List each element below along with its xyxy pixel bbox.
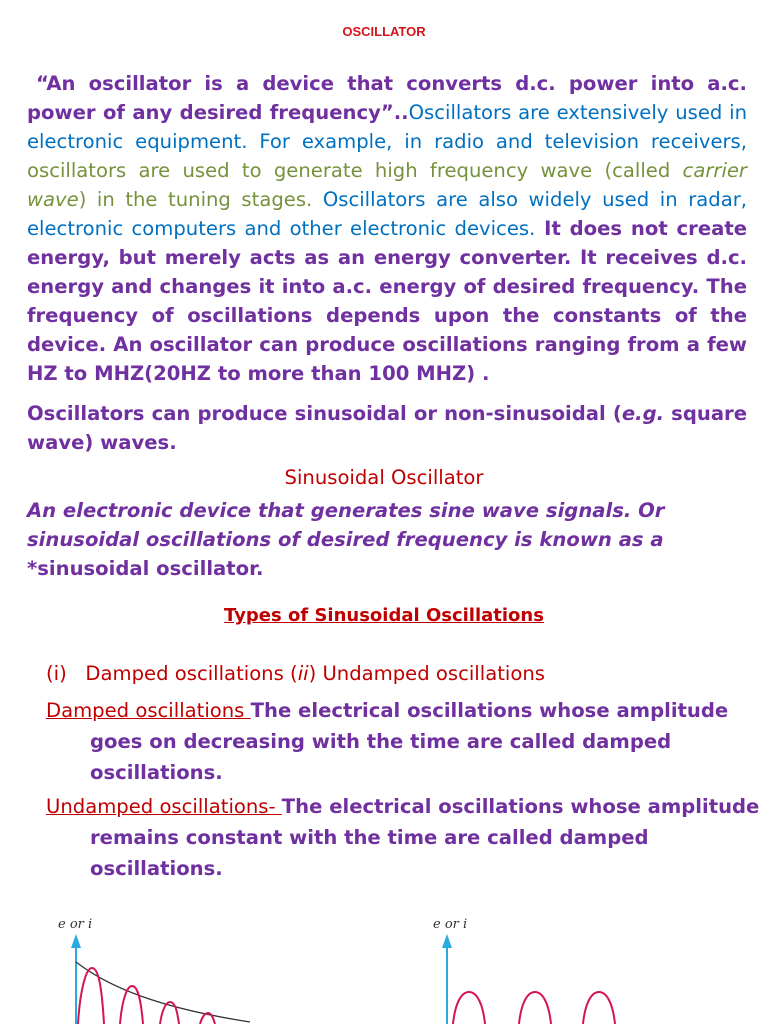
damped-lead-letter: T (250, 699, 264, 722)
list-number-1: (i) (46, 662, 67, 685)
types-list-line (46, 659, 746, 688)
intro-blue-text-1: Oscillators are extensively used in electronic equipment. For example, in radio and television receivers, (27, 101, 748, 153)
undamped-definition (46, 791, 768, 884)
right-axis-label: e or i (433, 917, 468, 932)
left-axis-label: e or i (58, 917, 93, 932)
damped-definition (46, 695, 768, 788)
sinusoidal-definition (27, 496, 747, 583)
damped-oscillation-graph (50, 910, 310, 1024)
definition-term: *sinusoidal oscillator. (27, 557, 264, 580)
wave-types-paragraph (27, 399, 747, 457)
undamped-oscillation-graph (425, 910, 685, 1024)
damped-wave (78, 968, 215, 1024)
types-heading: Types of Sinusoidal Oscillations (224, 605, 544, 626)
list-item-undamped: ) Undamped oscillations (308, 662, 545, 685)
undamped-text: The electrical oscillations whose amplitude remains constant with the time are called damped oscillations. (90, 795, 760, 880)
intro-blue-text-2: Oscillators are also widely used in radar, electronic computers and other electronic devices. (27, 188, 747, 240)
definition-quote: “An oscillator is a device that converts d.c. power into a.c. power of any desired frequency”.. (27, 72, 747, 124)
intro-olive-text-2: ) in the tuning stages. (78, 188, 323, 211)
wave-types-text-1: Oscillators can produce sinusoidal or non-sinusoidal ( (27, 402, 622, 425)
left-y-axis-arrow (71, 934, 81, 948)
list-number-2: ii (297, 662, 309, 685)
intro-olive-text-1: oscillators are used to generate high frequency wave (called (27, 159, 683, 182)
intro-purple-text: It does not create energy, but merely acts as an energy converter. It receives d.c. energy and changes it into a.c. energy of desired frequency. The frequency of oscillations depends upon the constants of the device. An oscillator can produce oscillations ranging from a few HZ to MHZ(20HZ to more than 100 MHZ) . (27, 217, 747, 385)
definition-italic-text: An electronic device that generates sine wave signals. Or sinusoidal oscillations of desired frequency is known as a (27, 499, 665, 551)
right-y-axis-arrow (442, 934, 452, 948)
damped-text: he electrical oscillations whose amplitude goes on decreasing with the time are called damped oscillations. (90, 699, 729, 784)
undamped-term: Undamped oscillations- (46, 795, 282, 818)
wave-types-text-2: square wave) waves. (27, 402, 747, 454)
intro-paragraph (27, 69, 747, 388)
carrier-wave-term: carrier wave (27, 159, 747, 211)
undamped-wave (453, 992, 615, 1024)
list-item-damped: Damped oscillations ( (85, 662, 298, 685)
sinusoidal-heading: Sinusoidal Oscillator (284, 466, 484, 489)
eg-abbrev: e.g. (621, 402, 665, 425)
page-title: OSCILLATOR (342, 24, 426, 39)
damped-term: Damped oscillations (46, 699, 251, 722)
